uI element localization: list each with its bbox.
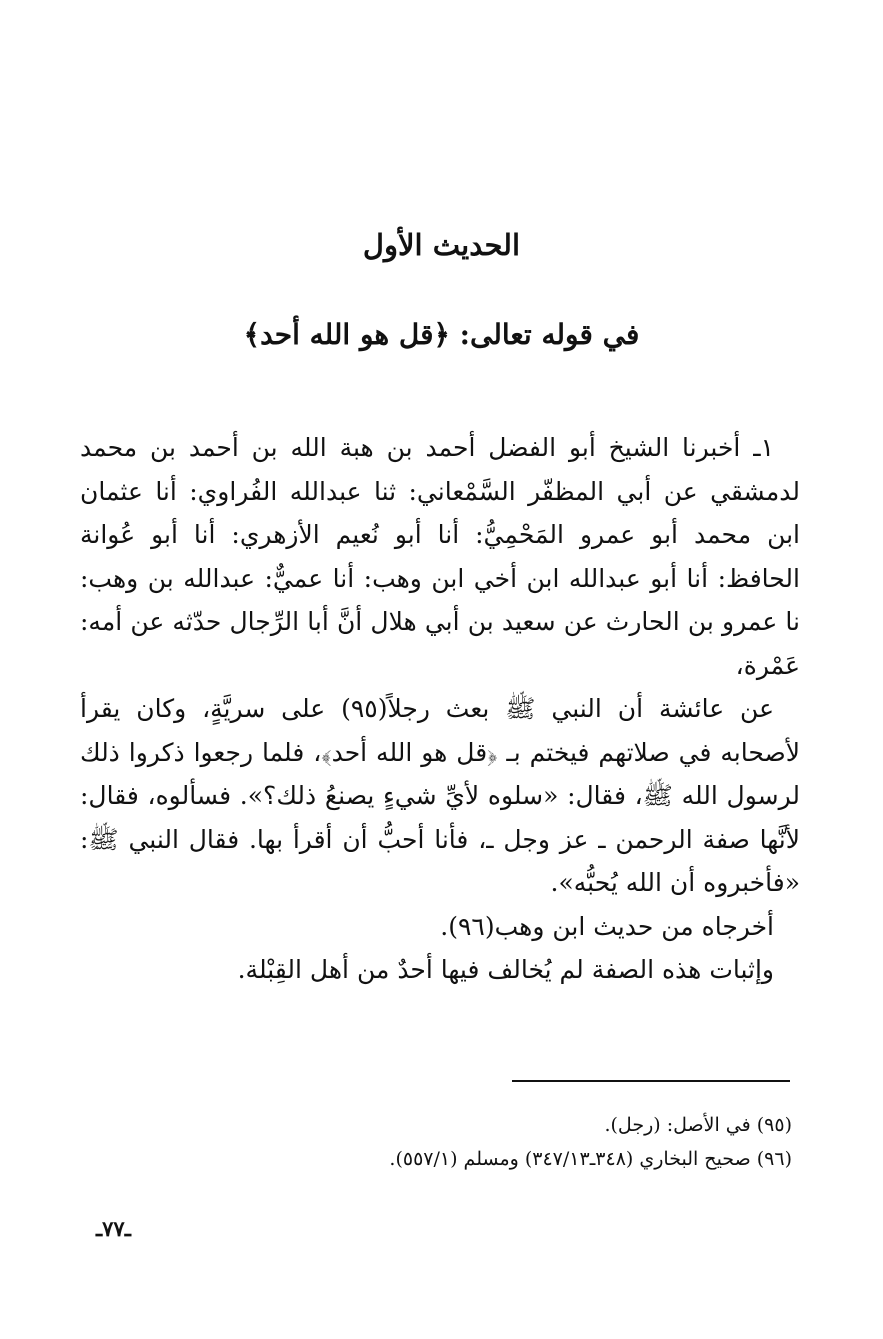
isnad-paragraph: ١ـ أخبرنا الشيخ أبو الفضل أحمد بن هبة الله بن أحمد بن محمد لدمشقي عن أبي المظفّر السَّمْعاني: ثنا عبدالله الفُراوي: أنا عثمان ابن محمد أبو عمرو المَحْمِيُّ: أنا أبو نُعيم الأزهري: أنا أبو عُوانة الحافظ: أنا أبو عبدالله ابن أخي ابن وهب: أنا عميٌّ: عبدالله بن وهب: نا عمرو بن الحارث عن سعيد بن أبي هلال أنَّ أبا الرِّجال حدّثه عن أمه: عَمْرة، [80,433,800,680]
footnote-95: (٩٥) في الأصل: (رجل). [604,1114,792,1136]
chapter-subtitle: في قوله تعالى: ﴿قل هو الله أحد﴾ [243,318,640,351]
footnotes [80,1108,792,1176]
matn-paragraph: عن عائشة أن النبي ﷺ بعث رجلاً(٩٥) على سريَّةٍ، وكان يقرأ لأصحابه في صلاتهم فيختم بـ ﴿قل هو الله أحد﴾، فلما رجعوا ذكروا ذلك لرسول الله ﷺ، فقال: «سلوه لأيِّ شيءٍ يصنعُ ذلك؟». فسألوه، فقال: لأنَّها صفة الرحمن ـ عز وجل ـ، فأنا أحبُّ أن أقرأ بها. فقال النبي ﷺ: «فأخبروه أن الله يُحبُّه». [80,694,800,897]
page-number: ـ٧٧ـ [96,1216,131,1241]
takhrij-paragraph: أخرجاه من حديث ابن وهب(٩٦). [440,911,774,941]
conclusion-paragraph: وإثبات هذه الصفة لم يُخالف فيها أحدٌ من أهل القِبْلة. [237,955,774,984]
footnote-96: (٩٦) صحيح البخاري (٣٤٨ـ٣٤٧/١٣) ومسلم (٥٥٧/١). [389,1148,792,1170]
hadith-text [80,426,800,992]
footnote-divider [512,1080,790,1082]
chapter-title: الحديث الأول [362,228,521,262]
